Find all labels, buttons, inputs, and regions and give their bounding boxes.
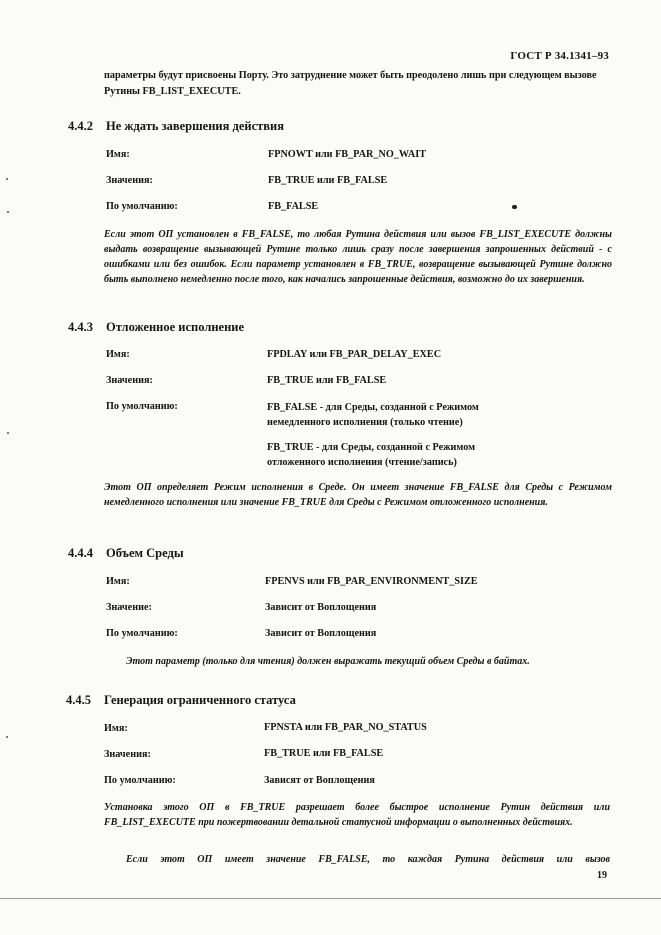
default-value-immediate: FB_FALSE - для Среды, созданной с Режимом немедленного исполнения (только чтение)	[267, 402, 479, 428]
default-label: По умолчанию:	[106, 401, 178, 412]
values-value: FB_TRUE или FB_FALSE	[264, 748, 384, 759]
name-label: Имя:	[106, 576, 130, 587]
section-paragraph: Установка этого ОП в FB_TRUE разрешает более быстрое исполнение Рутин действия или FB_LIST_EXECUTE при пожертвовании детальной статусной информации о выполненных действиях.	[104, 802, 610, 828]
values-label: Значение:	[106, 602, 152, 613]
default-label: По умолчанию:	[106, 201, 178, 212]
scan-speck	[7, 432, 9, 434]
name-value: FPENVS или FB_PAR_ENVIRONMENT_SIZE	[265, 576, 478, 587]
scan-speck	[6, 178, 8, 180]
section-heading-4-4-5	[66, 693, 296, 708]
default-value: Зависят от Воплощения	[264, 775, 375, 786]
page-edge-line	[0, 898, 661, 899]
section-number: 4.4.5	[66, 693, 91, 707]
name-value: FPNSTA или FB_PAR_NO_STATUS	[264, 722, 427, 733]
values-label: Значения:	[104, 749, 151, 760]
ink-blot	[512, 205, 517, 209]
section-title: Отложенное исполнение	[106, 320, 245, 334]
default-value: Зависит от Воплощения	[265, 628, 377, 639]
section-heading-4-4-2	[68, 119, 284, 134]
section-number: 4.4.3	[68, 320, 93, 334]
section-heading-4-4-3	[68, 320, 244, 335]
default-value-deferred: FB_TRUE - для Среды, созданной с Режимом отложенного исполнения (чтение/запись)	[267, 442, 476, 468]
values-label: Значения:	[106, 375, 153, 386]
default-label: По умолчанию:	[104, 775, 176, 786]
section-number: 4.4.2	[68, 119, 93, 133]
name-value: FPNOWT или FB_PAR_NO_WAIT	[268, 149, 427, 160]
section-title: Объем Среды	[106, 546, 184, 560]
name-value: FPDLAY или FB_PAR_DELAY_EXEC	[267, 349, 442, 360]
continuation-paragraph: Если этот ОП имеет значение FB_FALSE, то каждая Рутина действия или вызов	[126, 854, 610, 865]
scan-speck	[7, 211, 9, 213]
default-value: FB_FALSE	[268, 201, 319, 212]
section-heading-4-4-4	[68, 546, 184, 561]
document-header: ГОСТ Р 34.1341–93	[510, 50, 609, 62]
name-label: Имя:	[106, 149, 130, 160]
name-label: Имя:	[106, 349, 130, 360]
section-paragraph: Этот ОП определяет Режим исполнения в Среде. Он имеет значение FB_FALSE для Среды с Режимом немедленного исполнения или значение FB_TRUE для Среды с Режимом отложенного исполнения.	[104, 482, 612, 508]
values-label: Значения:	[106, 175, 153, 186]
intro-paragraph: параметры будут присвоены Порту. Это затруднение может быть преодолено лишь при следующем вызове Рутины FB_LIST_EXECUTE.	[104, 70, 597, 97]
section-title: Не ждать завершения действия	[106, 119, 284, 133]
name-label: Имя:	[104, 723, 128, 734]
section-title: Генерация ограниченного статуса	[104, 693, 296, 707]
default-label: По умолчанию:	[106, 628, 178, 639]
values-value: FB_TRUE или FB_FALSE	[267, 375, 387, 386]
page-number: 19	[597, 870, 607, 881]
values-value: FB_TRUE или FB_FALSE	[268, 175, 388, 186]
section-paragraph: Этот параметр (только для чтения) должен выражать текущий объем Среды в байтах.	[126, 656, 530, 667]
values-value: Зависит от Воплощения	[265, 602, 377, 613]
scan-speck	[6, 736, 8, 738]
section-paragraph: Если этот ОП установлен в FB_FALSE, то любая Рутина действия или вызов FB_LIST_EXECUTE должны выдать возвращение вызывающей Рутине только лишь сразу после завершения запрошенных действий - с ошибками или без ошибок. Если параметр установлен в FB_TRUE, возвращение вызывающей Рутине должно быть выполнено немедленно после того, как начались запрошенные действия, возможно до их завершения.	[104, 229, 612, 285]
section-number: 4.4.4	[68, 546, 93, 560]
